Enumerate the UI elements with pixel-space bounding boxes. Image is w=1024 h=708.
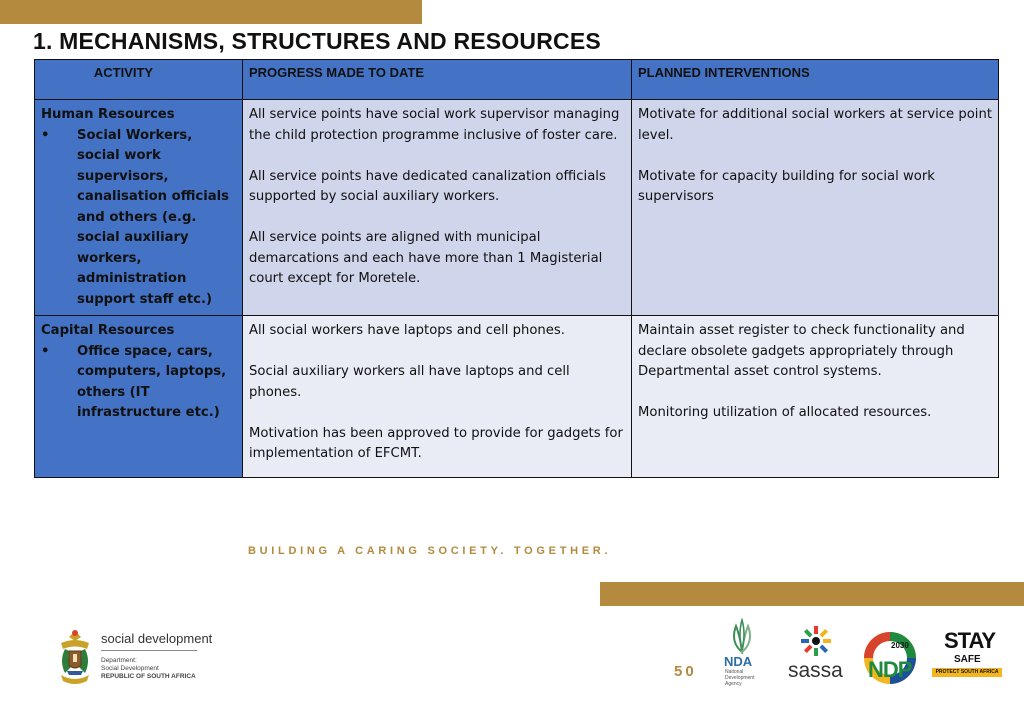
nda-leaf-icon	[724, 618, 760, 654]
slide-tagline: BUILDING A CARING SOCIETY. TOGETHER.	[248, 545, 612, 557]
activity-heading: Human Resources	[41, 107, 175, 122]
sassa-name: sassa	[788, 659, 843, 682]
nda-logo	[722, 618, 766, 690]
activity-bullet	[41, 342, 236, 424]
top-accent-bar	[0, 0, 422, 24]
ndp-abbr: NDP	[868, 657, 912, 682]
activity-cell	[35, 316, 243, 478]
bottom-accent-bar	[600, 582, 1024, 606]
stay-safe-logo	[932, 628, 1004, 690]
activity-bullet-list	[41, 126, 236, 311]
page-number: 50	[674, 663, 697, 680]
stay-safe-tagline: PROTECT SOUTH AFRICA	[932, 668, 1002, 677]
header-activity: ACTIVITY	[35, 60, 243, 100]
mechanisms-table	[34, 59, 999, 478]
nda-line-3: Agency	[725, 681, 742, 687]
nda-line-1: National	[725, 669, 744, 675]
header-planned: PLANNED INTERVENTIONS	[632, 60, 999, 100]
dsd-logo-subtext	[101, 657, 196, 681]
sassa-logo	[786, 624, 846, 690]
progress-paragraph: Social auxiliary workers all have laptops and cell phones.	[249, 364, 570, 400]
bullet-icon: •	[41, 127, 50, 143]
progress-paragraph: All social workers have laptops and cell phones.	[249, 323, 565, 338]
table-header-row	[35, 60, 999, 100]
table-row	[35, 100, 999, 316]
nda-subtext	[725, 669, 754, 687]
slide-title: 1. MECHANISMS, STRUCTURES AND RESOURCES	[33, 28, 601, 54]
header-progress: PROGRESS MADE TO DATE	[243, 60, 632, 100]
dsd-logo-name: social development	[101, 631, 213, 646]
activity-cell	[35, 100, 243, 316]
nda-line-2: Development	[725, 675, 755, 681]
progress-cell	[243, 316, 632, 478]
ndp-logo	[862, 628, 918, 688]
dsd-line-2: Social Development	[101, 665, 159, 672]
dsd-logo-divider	[101, 650, 197, 651]
progress-paragraph: All service points are aligned with municipal demarcations and each have more than 1 Magisterial court except for Moretele.	[249, 230, 603, 286]
planned-cell	[632, 100, 999, 316]
safe-word: SAFE	[954, 654, 981, 665]
ndp-year: 2030	[891, 641, 909, 650]
progress-cell	[243, 100, 632, 316]
activity-bullet	[41, 126, 236, 311]
planned-paragraph: Motivate for capacity building for social work supervisors	[638, 168, 935, 204]
activity-heading: Capital Resources	[41, 323, 175, 338]
progress-paragraph: Motivation has been approved to provide for gadgets for implementation of EFCMT.	[249, 425, 623, 461]
progress-paragraph: All service points have social work supervisor managing the child protection programme inclusive of foster care.	[249, 107, 620, 143]
table-row	[35, 316, 999, 478]
dsd-line-1: Department:	[101, 657, 137, 664]
bullet-icon: •	[41, 343, 50, 359]
planned-paragraph: Motivate for additional social workers at service point level.	[638, 107, 992, 143]
progress-paragraph: All service points have dedicated canalization officials supported by social auxiliary workers.	[249, 168, 606, 204]
planned-paragraph: Maintain asset register to check functionality and declare obsolete gadgets appropriately through Departmental asset control systems.	[638, 323, 965, 379]
planned-cell	[632, 316, 999, 478]
activity-bullet-text: Office space, cars, computers, laptops, others (IT infrastructure etc.)	[77, 343, 227, 420]
nda-abbr: NDA	[724, 654, 753, 669]
planned-paragraph: Monitoring utilization of allocated resources.	[638, 405, 932, 420]
sassa-burst-icon	[799, 624, 833, 658]
dsd-line-3: REPUBLIC OF SOUTH AFRICA	[101, 673, 196, 680]
stay-word: STAY	[944, 628, 996, 653]
coat-of-arms-icon	[55, 627, 95, 689]
activity-bullet-list	[41, 342, 236, 424]
activity-bullet-text: Social Workers, social work supervisors, canalisation officials and others (e.g. social auxiliary workers, administration support staff etc.)	[77, 127, 230, 307]
